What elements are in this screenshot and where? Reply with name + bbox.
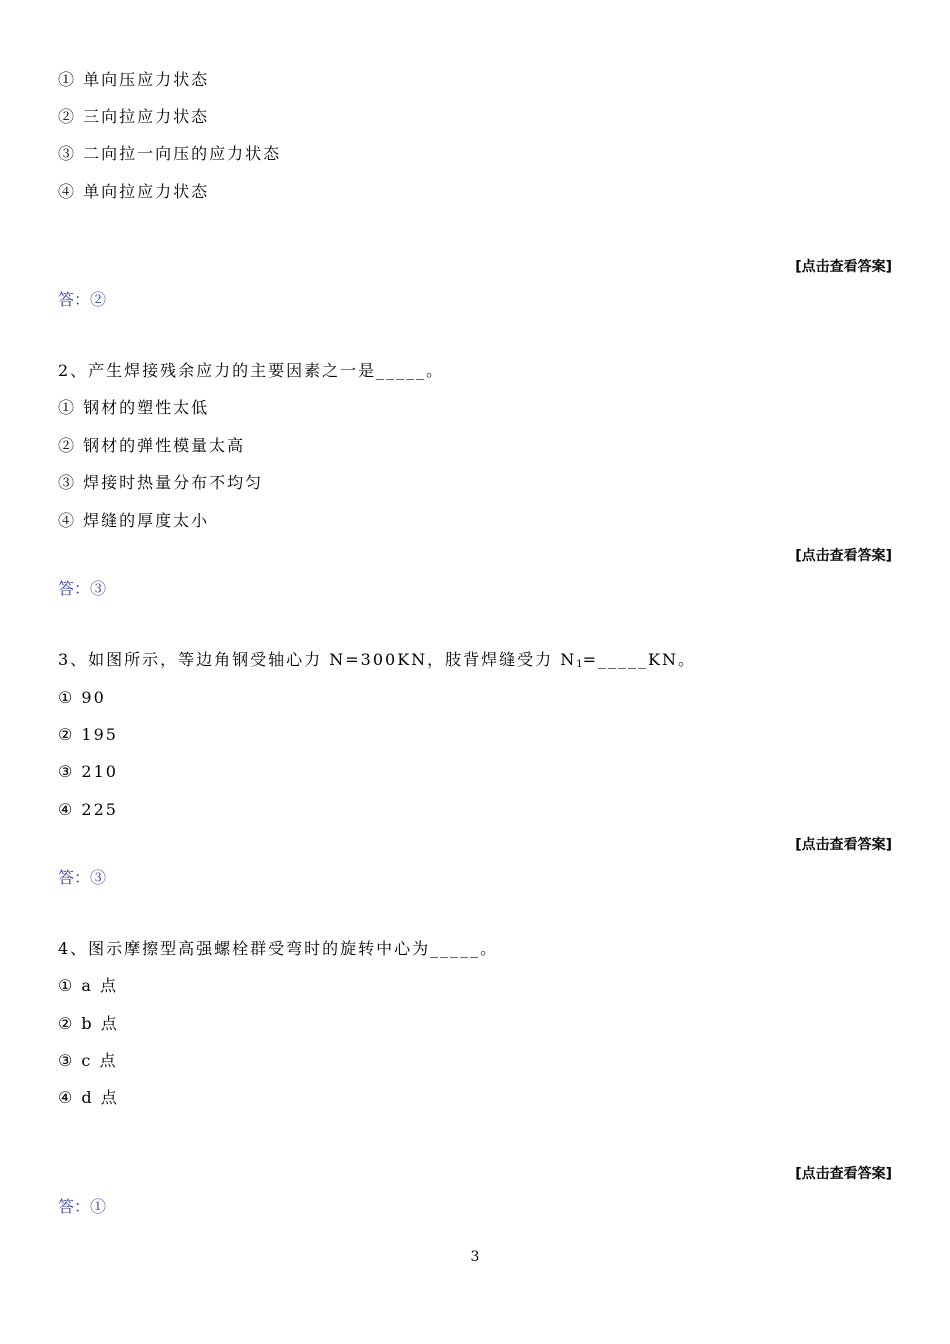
q3-option-1: ① 90 [58,688,106,707]
q3-view-answer-link[interactable]: [点击查看答案] [795,837,892,853]
q3-option-3: ③ 210 [58,762,118,781]
q4-option-2: ② b 点 [58,1014,119,1033]
q4-option-3: ③ c 点 [58,1051,118,1070]
q1-option-3: ③ 二向拉一向压的应力状态 [58,144,282,163]
q2-answer: 答：③ [58,579,107,598]
q1-option-2: ② 三向拉应力状态 [58,107,210,126]
q2-option-2: ② 钢材的弹性模量太高 [58,436,246,455]
q2-option-3: ③ 焊接时热量分布不均匀 [58,473,264,492]
q1-answer: 答：② [58,290,107,309]
q3-stem-after: =_____KN。 [582,650,697,669]
q3-option-2: ② 195 [58,725,118,744]
q1-option-1: ① 单向压应力状态 [58,70,210,89]
q4-option-4: ④ d 点 [58,1088,119,1107]
q1-option-4: ④ 单向拉应力状态 [58,182,210,201]
q4-answer: 答：① [58,1197,107,1216]
q3-stem [58,650,696,670]
q1-view-answer-link[interactable]: [点击查看答案] [795,259,892,275]
q3-option-4: ④ 225 [58,800,118,819]
q3-stem-subscript: 1 [576,659,583,670]
q4-view-answer-link[interactable]: [点击查看答案] [795,1166,892,1182]
q3-answer: 答：③ [58,868,107,887]
page-number: 3 [470,1249,480,1265]
q2-option-4: ④ 焊缝的厚度太小 [58,511,210,530]
q2-view-answer-link[interactable]: [点击查看答案] [795,548,892,564]
q2-stem: 2、产生焊接残余应力的主要因素之一是_____。 [58,361,445,380]
q4-option-1: ① a 点 [58,976,119,995]
q3-stem-before: 3、如图所示，等边角钢受轴心力 N=300KN，肢背焊缝受力 N [58,650,577,669]
q4-stem: 4、图示摩擦型高强螺栓群受弯时的旋转中心为_____。 [58,939,499,958]
q2-option-1: ① 钢材的塑性太低 [58,398,210,417]
